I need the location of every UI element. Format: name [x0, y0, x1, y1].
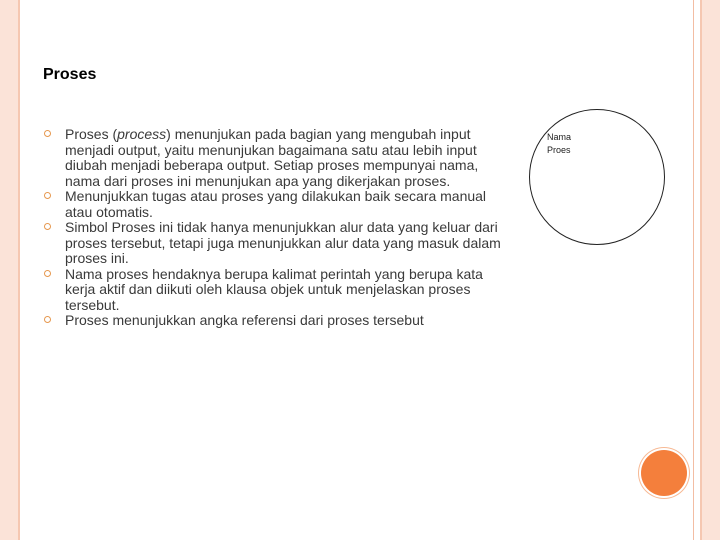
- bullet-circle-icon: [44, 316, 51, 323]
- left-frame-border: [0, 0, 18, 540]
- bullet-circle-icon: [44, 223, 51, 230]
- bullet-item: [44, 127, 504, 189]
- right-frame-inner-line: [693, 0, 694, 540]
- bullet-circle-icon: [44, 270, 51, 277]
- bullet-circle-icon: [44, 192, 51, 199]
- decorative-orange-dot: [641, 450, 687, 496]
- right-frame-line: [700, 0, 702, 540]
- bullet-item: [44, 189, 504, 220]
- left-frame-line: [18, 0, 20, 540]
- process-symbol-circle: [529, 109, 665, 245]
- right-frame-border: [702, 0, 720, 540]
- bullet-text: Simbol Proses ini tidak hanya menunjukkan alur data yang keluar dari proses tersebut, tetapi juga menunjukkan alur data yang masuk dalam proses ini.: [65, 219, 501, 266]
- bullet-text: Nama proses hendaknya berupa kalimat perintah yang berupa kata kerja aktif dan diikuti oleh klausa objek untuk menjelaskan proses tersebut.: [65, 265, 483, 313]
- bullet-list: [44, 127, 504, 329]
- bullet-item: [44, 220, 504, 267]
- process-symbol-label: Nama Proes: [547, 132, 572, 155]
- bullet-text: Proses (process) menunjukan pada bagian yang mengubah input menjadi output, yaitu menunjukan bagaimana satu atau lebih input diubah menjadi beberapa output. Setiap proses mempunyai nama, nama dari proses ini menunjukan apa yang dikerjakan proses.: [65, 126, 479, 189]
- bullet-item: [44, 267, 504, 314]
- bullet-text: Menunjukkan tugas atau proses yang dilakukan baik secara manual atau otomatis.: [65, 188, 487, 220]
- slide-title: Proses: [43, 66, 97, 83]
- bullet-item: [44, 313, 504, 329]
- bullet-text: Proses menunjukkan angka referensi dari proses tersebut: [65, 312, 424, 328]
- bullet-circle-icon: [44, 130, 51, 137]
